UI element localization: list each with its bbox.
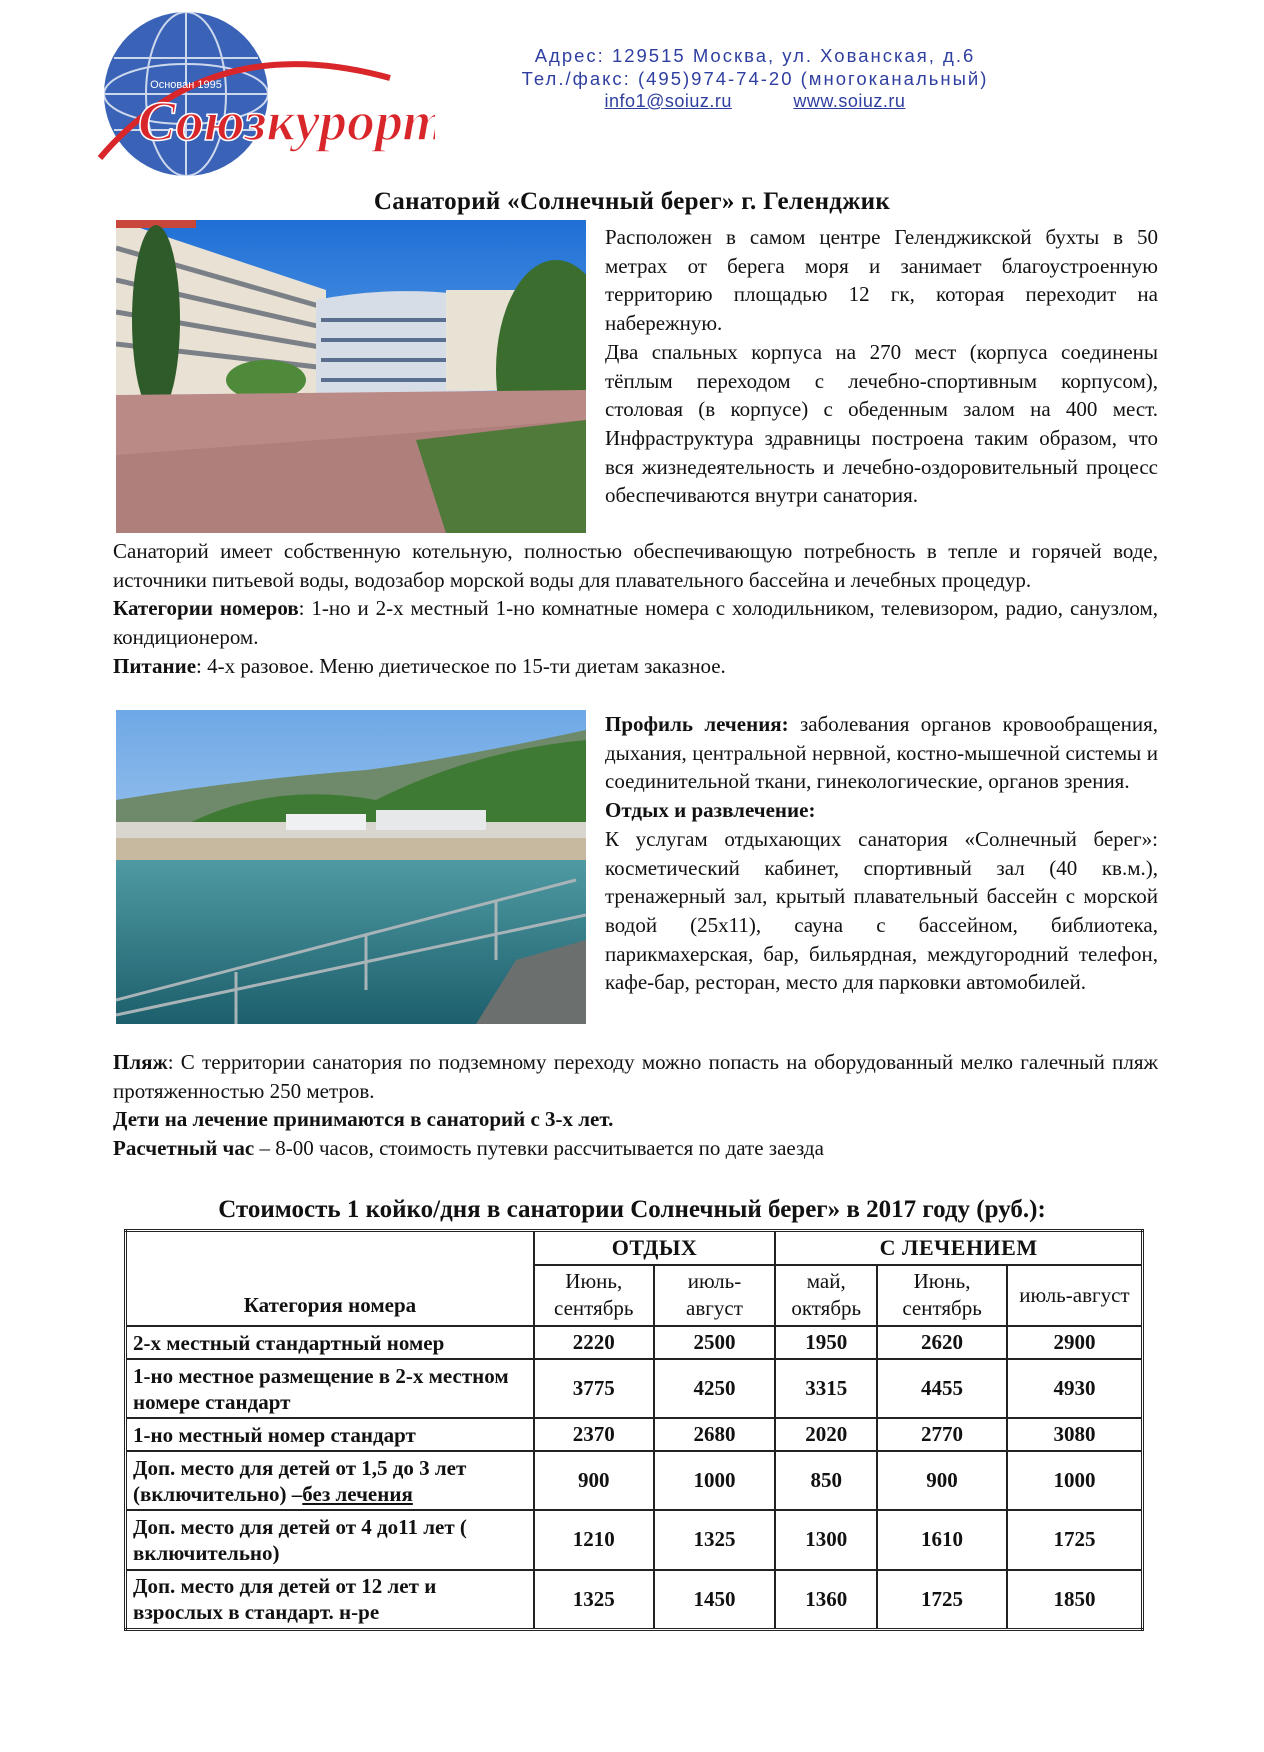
table-row (126, 1326, 1143, 1359)
price-cell: 2220 (534, 1326, 654, 1359)
svg-text:Основан 1995: Основан 1995 (150, 79, 222, 91)
price-table-title: Стоимость 1 койко/дня в санатории Солнечный берег» в 2017 году (руб.): (218, 1196, 1046, 1223)
table-row (126, 1451, 1143, 1510)
price-cell: 1725 (877, 1570, 1007, 1630)
beach-text (113, 1048, 1158, 1163)
price-cell: 1950 (775, 1326, 877, 1359)
leisure-paragraph: К услугам отдыхающих санатория «Солнечный берег»: косметический кабинет, спортивный зал (40 кв.м.), тренажерный зал, крытый плавательный бассейн с морской водой (25х11), сауна с бассейном, библиотека, парикмахерская, бар, бильярдная, междугородний телефон, кафе-бар, ресторан, место для парковки автомобилей. (605, 826, 1158, 995)
checkout-paragraph (113, 1134, 1158, 1163)
details-text (113, 537, 1158, 681)
price-cell: 1325 (534, 1570, 654, 1630)
price-cell: 2620 (877, 1326, 1007, 1359)
period-header: июль-август (654, 1265, 776, 1326)
price-cell: 1610 (877, 1510, 1007, 1569)
treatment-paragraph (605, 710, 1158, 796)
table-row (126, 1359, 1143, 1418)
category-header: Категория номера (126, 1231, 534, 1327)
price-cell: 1210 (534, 1510, 654, 1569)
food-text: : 4-х разовое. Меню диетическое по 15-ти диетам заказное. (196, 653, 726, 678)
svg-text:Союзкурорт: Союзкурорт (138, 91, 435, 153)
intro-paragraph-1: Расположен в самом центре Геленджикской бухты в 50 метрах от берега моря и занимает благоустроенную территорию площадью 12 гк, которая переходит на набережную. (605, 225, 1158, 336)
rooms-text: : 1-но и 2-х местный 1-но комнатные номера с холодильником, телевизором, радио, санузлом, кондиционером. (113, 596, 1158, 650)
period-header: Июнь, сентябрь (534, 1265, 654, 1326)
no-treatment-note: без лечения (302, 1481, 413, 1506)
company-logo (90, 8, 435, 180)
group-rest-header: ОТДЫХ (534, 1231, 775, 1265)
food-paragraph (113, 652, 1158, 681)
price-cell: 3080 (1007, 1418, 1143, 1451)
price-table-group-row (126, 1231, 1143, 1265)
phone: Тел./факс: (495)974-74-20 (многоканальный) (521, 68, 989, 89)
price-cell: 900 (534, 1451, 654, 1510)
price-cell: 1360 (775, 1570, 877, 1630)
price-cell: 4455 (877, 1359, 1007, 1418)
price-cell: 2500 (654, 1326, 776, 1359)
price-cell: 1000 (654, 1451, 776, 1510)
price-cell: 1325 (654, 1510, 776, 1569)
beach-label: Пляж (113, 1050, 168, 1074)
price-cell: 850 (775, 1451, 877, 1510)
children-paragraph: Дети на лечение принимаются в санаторий с 3-х лет. (113, 1107, 614, 1132)
price-cell: 2770 (877, 1418, 1007, 1451)
website-link[interactable]: www.soiuz.ru (793, 91, 906, 111)
price-cell: 3315 (775, 1359, 877, 1418)
period-header: Июнь, сентябрь (877, 1265, 1007, 1326)
price-cell: 1850 (1007, 1570, 1143, 1630)
table-row (126, 1570, 1143, 1630)
price-cell: 4250 (654, 1359, 776, 1418)
address: Адрес: 129515 Москва, ул. Хованская, д.6 (534, 45, 976, 66)
rooms-label: Категории номеров (113, 596, 299, 621)
price-cell: 1300 (775, 1510, 877, 1569)
row-category: 2-х местный стандартный номер (126, 1326, 534, 1359)
leisure-heading: Отдых и развлечение: (605, 798, 816, 823)
email-link[interactable]: info1@soiuz.ru (604, 91, 732, 111)
row-category: Доп. место для детей от 12 лет и взрослых в стандарт. н-ре (126, 1570, 534, 1630)
beach-photo (116, 710, 586, 1024)
row-category: 1-но местный номер стандарт (126, 1418, 534, 1451)
building-photo (116, 220, 586, 533)
beach-paragraph (113, 1048, 1158, 1105)
intro-text (605, 223, 1158, 510)
price-cell: 1725 (1007, 1510, 1143, 1569)
page-title: Санаторий «Солнечный берег» г. Геленджик (373, 188, 891, 215)
price-cell: 2680 (654, 1418, 776, 1451)
period-header: июль-август (1007, 1265, 1143, 1326)
treatment-label: Профиль лечения: (605, 712, 789, 736)
row-category: Доп. место для детей от 1,5 до 3 лет (включительно) –без лечения (126, 1451, 534, 1510)
price-cell: 900 (877, 1451, 1007, 1510)
contact-block (480, 44, 1030, 113)
rooms-paragraph (113, 594, 1158, 651)
intro-paragraph-3: Санаторий имеет собственную котельную, полностью обеспечивающую потребность в тепле и горячей воде, источники питьевой воды, водозабор морской воды для плавательного бассейна и лечебных процедур. (113, 539, 1158, 592)
price-cell: 2900 (1007, 1326, 1143, 1359)
row-category: Доп. место для детей от 4 до11 лет ( включительно) (126, 1510, 534, 1569)
group-treatment-header: С ЛЕЧЕНИЕМ (775, 1231, 1142, 1265)
price-cell: 1000 (1007, 1451, 1143, 1510)
price-cell: 2020 (775, 1418, 877, 1451)
price-cell: 4930 (1007, 1359, 1143, 1418)
beach-text-body: : С территории санатория по подземному переходу можно попасть на оборудованный мелко галечный пляж протяженностью 250 метров. (113, 1050, 1158, 1103)
intro-paragraph-2: Два спальных корпуса на 270 мест (корпуса соединены тёплым переходом с лечебно-спортивным корпусом), столовая (в корпусе) с обеденным залом на 400 мест. Инфраструктура здравницы построена таким образом, что вся жизнедеятельность и лечебно-оздоровительный процесс обеспечиваются внутри санатория. (605, 339, 1158, 508)
price-cell: 1450 (654, 1570, 776, 1630)
table-row (126, 1510, 1143, 1569)
price-cell: 2370 (534, 1418, 654, 1451)
price-cell: 3775 (534, 1359, 654, 1418)
checkout-text: – 8-00 часов, стоимость путевки рассчитывается по дате заезда (254, 1136, 824, 1161)
table-row (126, 1418, 1143, 1451)
treatment-leisure-text (605, 710, 1158, 997)
price-table (124, 1229, 1144, 1631)
checkout-label: Расчетный час (113, 1136, 255, 1161)
treatment-text: заболевания органов кровообращения, дыхания, центральной нервной, костно-мышечной системы и соединительной ткани, гинекологические, органов зрения. (605, 712, 1158, 794)
row-category: 1-но местное размещение в 2-х местном номере стандарт (126, 1359, 534, 1418)
period-header: май, октябрь (775, 1265, 877, 1326)
food-label: Питание (113, 653, 197, 678)
